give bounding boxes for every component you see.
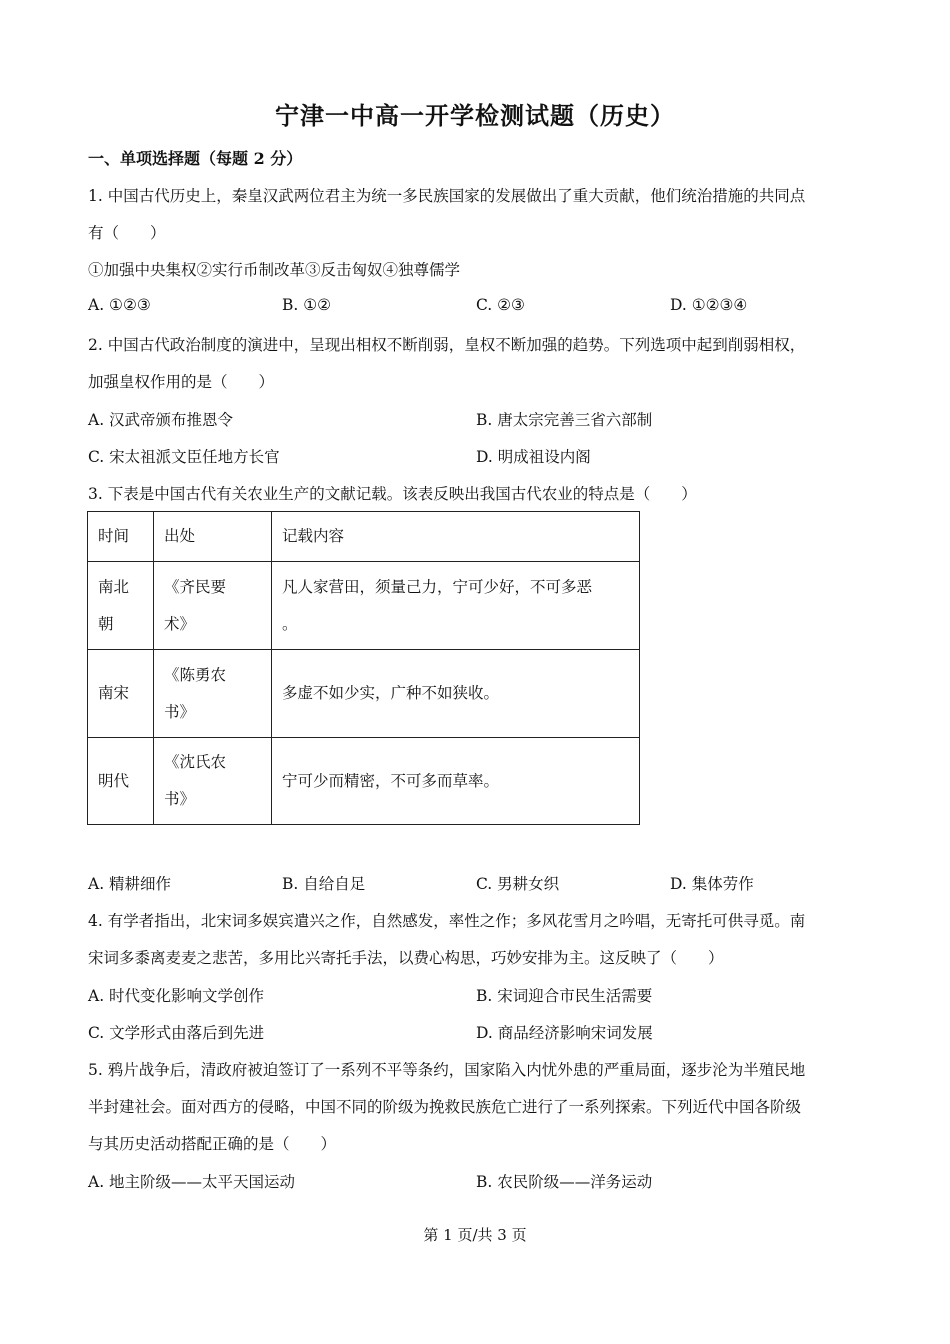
q2-option-a: A. 汉武帝颁布推恩令: [88, 411, 234, 429]
table-row: [88, 650, 640, 738]
q3-option-d: D. 集体劳作: [670, 875, 754, 893]
q1-option-a: A. ①②③: [88, 296, 151, 314]
records-table: [87, 511, 640, 825]
cell-time: 明代: [88, 738, 154, 825]
page-footer: 第 1 页/共 3 页: [423, 1226, 527, 1244]
table-row: [88, 562, 640, 650]
cell-source: 《沈氏农 书》: [154, 738, 272, 825]
q1-stem-line1: 1. 中国古代历史上，秦皇汉武两位君主为统一多民族国家的发展做出了重大贡献，他们统治措施的共同点: [88, 187, 806, 205]
q1-option-c: C. ②③: [476, 296, 525, 314]
q4-stem-line2: 宋词多黍离麦麦之悲苦，多用比兴寄托手法，以费心构思，巧妙安排为主。这反映了（ ）: [88, 949, 724, 967]
q2-option-d: D. 明成祖设内阁: [476, 448, 591, 466]
q4-option-a: A. 时代变化影响文学创作: [88, 987, 265, 1005]
q1-option-d: D. ①②③④: [670, 296, 748, 314]
header-content: 记载内容: [272, 512, 640, 562]
cell-time: 南宋: [88, 650, 154, 738]
cell-content: 凡人家营田，须量己力，宁可少好，不可多恶 。: [272, 562, 640, 650]
page-title: 宁津一中高一开学检测试题（历史）: [275, 101, 675, 130]
q2-stem-line2: 加强皇权作用的是（ ）: [88, 373, 275, 391]
q4-stem-line1: 4. 有学者指出，北宋词多娱宾遣兴之作，自然感发，率性之作；多风花雪月之吟唱，无寄托可供寻觅。南: [88, 912, 806, 930]
cell-content: 多虚不如少实，广种不如狭收。: [272, 650, 640, 738]
header-source: 出处: [154, 512, 272, 562]
q4-option-d: D. 商品经济影响宋词发展: [476, 1024, 653, 1042]
q5-stem-line3: 与其历史活动搭配正确的是（ ）: [88, 1135, 337, 1153]
q5-stem-line2: 半封建社会。面对西方的侵略，中国不同的阶级为挽救民族危亡进行了一系列探索。下列近代中国各阶级: [88, 1098, 802, 1116]
cell-source: 《陈勇农 书》: [154, 650, 272, 738]
section-heading: 一、单项选择题（每题 2 分）: [88, 149, 303, 168]
q1-stem-line2: 有（ ）: [88, 224, 166, 242]
cell-source: 《齐民要 术》: [154, 562, 272, 650]
q2-stem-line1: 2. 中国古代政治制度的演进中，呈现出相权不断削弱，皇权不断加强的趋势。下列选项中起到削弱相权，: [88, 336, 806, 354]
q3-stem: 3. 下表是中国古代有关农业生产的文献记载。该表反映出我国古代农业的特点是（ ）: [88, 485, 697, 503]
table-header-row: [88, 512, 640, 562]
header-time: 时间: [88, 512, 154, 562]
q1-items: ①加强中央集权②实行币制改革③反击匈奴④独尊儒学: [88, 261, 461, 279]
q3-option-c: C. 男耕女织: [476, 875, 560, 893]
q4-option-c: C. 文学形式由落后到先进: [88, 1024, 265, 1042]
table-row: [88, 738, 640, 825]
q1-option-b: B. ①②: [282, 296, 332, 314]
q4-option-b: B. 宋词迎合市民生活需要: [476, 987, 653, 1005]
q5-stem-line1: 5. 鸦片战争后，清政府被迫签订了一系列不平等条约，国家陷入内忧外患的严重局面，逐步沦为半殖民地: [88, 1061, 806, 1079]
q3-option-a: A. 精耕细作: [88, 875, 172, 893]
cell-content: 宁可少而精密，不可多而草率。: [272, 738, 640, 825]
q5-option-b: B. 农民阶级——洋务运动: [476, 1173, 653, 1191]
q2-option-c: C. 宋太祖派文臣任地方长官: [88, 448, 280, 466]
q5-option-a: A. 地主阶级——太平天国运动: [88, 1173, 296, 1191]
cell-time: 南北 朝: [88, 562, 154, 650]
q2-option-b: B. 唐太宗完善三省六部制: [476, 411, 653, 429]
q3-option-b: B. 自给自足: [282, 875, 366, 893]
